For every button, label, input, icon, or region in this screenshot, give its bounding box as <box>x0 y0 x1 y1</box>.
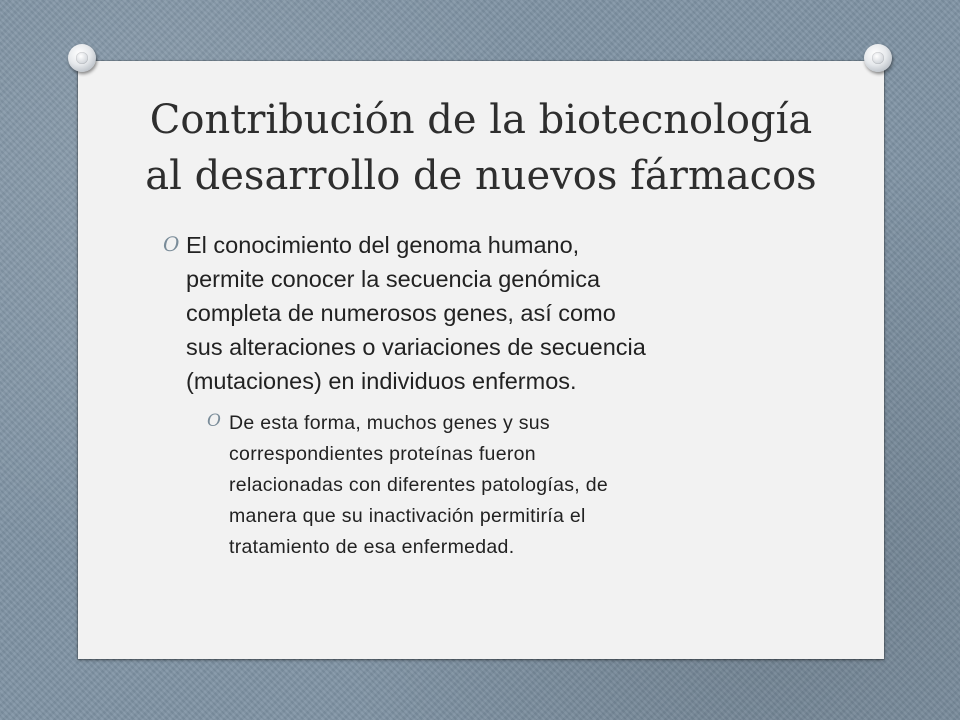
bullet-level-2 <box>207 408 767 563</box>
bullet-marker-icon: O <box>207 411 221 431</box>
title-line: al desarrollo de nuevos fármacos <box>145 153 817 199</box>
bullet-line: completa de numerosos genes, así como <box>186 300 616 326</box>
pushpin-icon <box>864 44 892 72</box>
bullet-line: manera que su inactivación permitiría el <box>229 505 586 527</box>
bullet-level-1 <box>163 228 803 398</box>
title-line: Contribución de la biotecnología <box>149 97 813 143</box>
bullet-marker-icon: O <box>163 232 180 256</box>
bullet-line: permite conocer la secuencia genómica <box>186 266 601 292</box>
pushpin-icon <box>68 44 96 72</box>
bullet-text <box>207 408 767 563</box>
bullet-line: tratamiento de esa enfermedad. <box>229 536 515 558</box>
bullet-line: relacionadas con diferentes patologías, de <box>229 474 609 496</box>
bullet-line: El conocimiento del genoma humano, <box>186 232 580 258</box>
bullet-line: De esta forma, muchos genes y sus <box>229 412 550 434</box>
slide-title <box>78 92 884 204</box>
bullet-line: (mutaciones) en individuos enfermos. <box>186 368 577 394</box>
bullet-text <box>163 228 803 398</box>
bullet-line: sus alteraciones o variaciones de secuencia <box>186 334 646 360</box>
bullet-line: correspondientes proteínas fueron <box>229 443 536 465</box>
